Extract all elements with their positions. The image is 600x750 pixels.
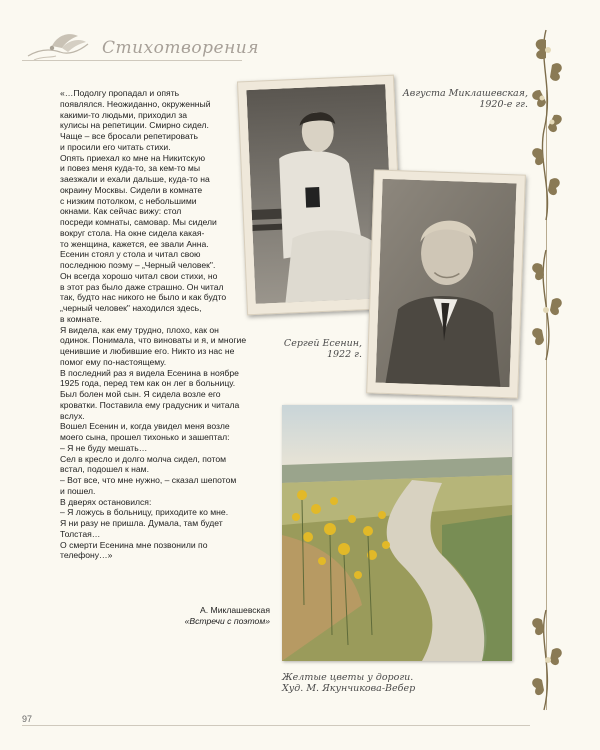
landscape-painting-image <box>282 405 512 661</box>
section-title: Стихотворения <box>102 38 259 58</box>
header-divider <box>22 60 242 61</box>
floral-border-icon <box>512 20 564 725</box>
signature-author: А. Миклашевская <box>200 605 270 615</box>
memoir-paragraph: «…Подолгу пропадал и опять появлялся. Неожиданно, окруженный какими-то людьми, приходил за кулисы на репетиции. Смирно сидел. Чаще – все бросали репетировать и просили его читать стихи. Опять приехал ко мне на Никитскую и повез меня куда-то, за кем-то мы заезжали и ехали дальше, куда-то на окраину Москвы. Сидели в комнате с низким потолком, с небольшими окнами. Как сейчас вижу: стол посреди комнаты, самовар. Мы сидели вокруг стола. На окне сидела какая- то женщина, кажется, ее звали Анна. Есенин стоял у стола и читал свою последнюю поэму – „Черный человек". Он всегда хорошо читал свои стихи, но в этот раз было даже страшно. Он читал так, будто нас никого не было и как будто „черный человек" находился здесь, в комнате. Я видела, как ему трудно, плохо, как он одинок. Понимала, что виноваты и я, и многие ценившие и любившие его. Никто из нас не помог ему по-настоящему. В последний раз я видела Есенина в ноябре 1925 года, перед тем как он лег в больницу. Был болен мой сын. Я сидела возле его кроватки. Поставила ему градусник и читала вслух. Вошел Есенин и, когда увидел меня возле моего сына, прошел тихонько и зашептал: – Я не буду мешать… Сел в кресло и долго молча сидел, потом встал, подошел к нам. – Вот все, что мне нужно, – сказал шепотом и пошел. В дверях остановился: – Я ложусь в больницу, приходите ко мне. Я ни разу не пришла. Думала, там будет Толстая… О смерти Есенина мне позвонили по телефону…» <box>60 88 247 561</box>
photo-esenin <box>366 169 526 398</box>
caption-painting: Желтые цветы у дороги. Худ. М. Якунчикова-Вебер <box>282 672 416 694</box>
caption-photo-1: Августа Миклашевская, 1920-е гг. <box>402 88 528 110</box>
page-number: 97 <box>22 714 33 724</box>
signature-book: «Встречи с поэтом» <box>184 616 270 626</box>
signature <box>150 605 270 627</box>
footer-divider <box>22 725 530 726</box>
man-portrait-image <box>376 179 517 388</box>
painting-yellow-flowers <box>282 405 512 661</box>
caption-photo-2: Сергей Есенин, 1922 г. <box>283 338 362 360</box>
